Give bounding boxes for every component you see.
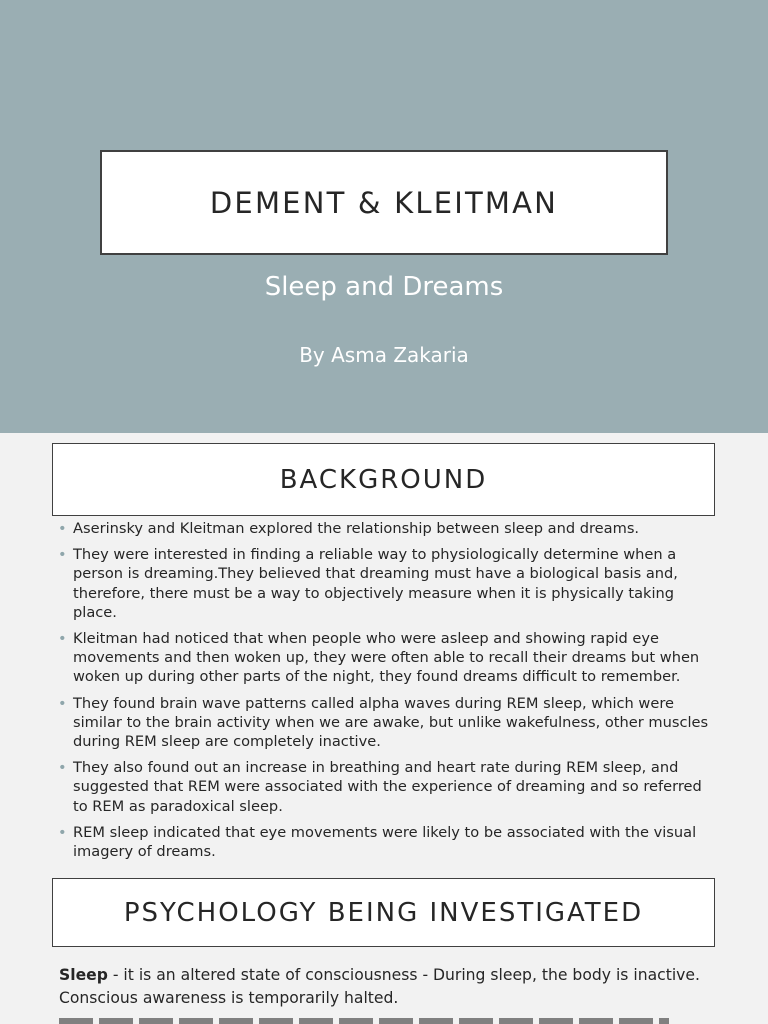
bullet-item: • Aserinsky and Kleitman explored the relationship between sleep and dreams. (58, 519, 713, 538)
author-byline: By Asma Zakaria (299, 343, 469, 367)
cut-off-text-fragment (59, 1018, 669, 1024)
background-bullet-list (58, 519, 713, 868)
bullet-item: • They were interested in finding a reliable way to physiologically determine when a person is dreaming.They believed that dreaming must have a biological basis and, therefore, there must be a way to objectively measure when it is physically taking place. (58, 545, 713, 622)
bullet-item: • They also found out an increase in breathing and heart rate during REM sleep, and suggested that REM were associated with the experience of dreaming and so referred to REM as paradoxical sleep. (58, 758, 713, 816)
slide-title: DEMENT & KLEITMAN (209, 185, 559, 220)
sleep-definition (59, 964, 719, 1010)
definition-term: Sleep (59, 966, 108, 984)
cut-off-text-line (59, 1016, 699, 1024)
bullet-item: • REM sleep indicated that eye movements were likely to be associated with the visual imagery of dreams. (58, 823, 713, 861)
background-heading-box (52, 443, 715, 516)
title-box (100, 150, 668, 255)
psychology-heading-box (52, 878, 715, 947)
bullet-item: • Kleitman had noticed that when people who were asleep and showing rapid eye movements and then woken up, they were often able to recall their dreams but when woken up during other parts of the night, they found dreams difficult to remember. (58, 629, 713, 687)
psychology-heading: PSYCHOLOGY BEING INVESTIGATED (123, 897, 644, 928)
background-heading: BACKGROUND (279, 464, 488, 495)
bullet-item: • They found brain wave patterns called alpha waves during REM sleep, which were similar to the brain activity when we are awake, but unlike wakefulness, other muscles during REM sleep are completely inactive. (58, 694, 713, 752)
definition-text: - it is an altered state of consciousness - During sleep, the body is inactive. Conscious awareness is temporarily halted. (59, 966, 700, 1007)
title-slide (0, 0, 768, 433)
slide-subtitle: Sleep and Dreams (264, 272, 504, 302)
